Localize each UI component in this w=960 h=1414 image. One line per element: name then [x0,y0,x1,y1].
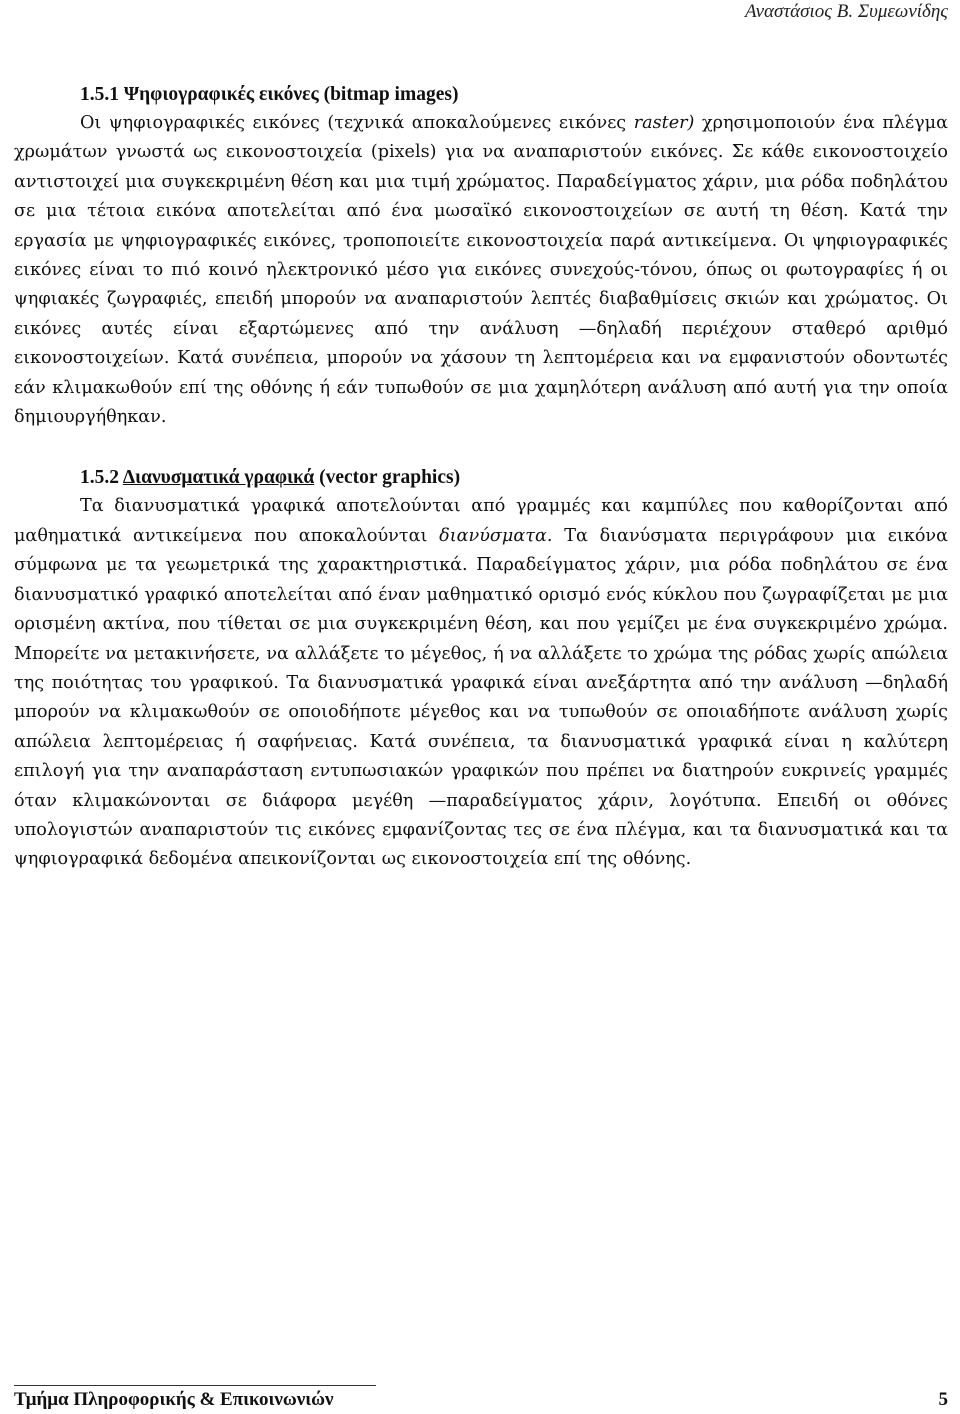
paragraph-vector [14,492,948,874]
section-heading-vector-tail: (vector graphics) [314,467,461,489]
paragraph-bitmap-text-b: χρησιμοποιούν ένα πλέγμα χρωμάτων γνωστά ως εικονοστοιχεία (pixels) για να αναπαριστούν εικόνες. Σε κάθε εικονοστοιχείο αντιστοιχεί μια συγκεκριμένη θέση και μια τιμή χρώματος. Παραδείγματος χάριν, μια ρόδα ποδηλάτου σε μια τέτοια εικόνα αποτελείται από ένα μωσαϊκό εικονοστοιχείων σε αυτή τη θέση. Κατά την εργασία με ψηφιογραφικές εικόνες, τροποποιείτε εικονοστοιχεία παρά αντικείμενα. Οι ψηφιογραφικές εικόνες είναι το πιό κοινό ηλεκτρονικό μέσο για εικόνες συνεχούς-τόνου, όπως οι φωτογραφίες ή οι ψηφιακές ζωγραφιές, επειδή μπορούν να αναπαριστούν λεπτές διαβαθμίσεις σκιών και χρώματος. Οι εικόνες αυτές είναι εξαρτώμενες από την ανάλυση —δηλαδή περιέχουν σταθερό αριθμό εικονοστοιχείων. Κατά συνέπεια, μπορούν να χάσουν τη λεπτομέρεια και να εμφανιστούν οδοντωτές εάν κλιμακωθούν επί της οθόνης ή εάν τυπωθούν σε μια χαμηλότερη ανάλυση από αυτή για την οποία δημιουργήθηκαν. [14,113,948,428]
page-number: 5 [938,1389,948,1410]
raster-term: raster) [633,113,695,133]
section-heading-vector [80,463,948,492]
vectors-term: διανύσματα. [439,525,553,546]
paragraph-bitmap-text-a: Οι ψηφιογραφικές εικόνες (τεχνικά αποκαλούμενες εικόνες [80,113,634,133]
document-body [14,80,948,875]
running-header-author: Αναστάσιος Β. Συμεωνίδης [745,1,948,22]
section-heading-bitmap: 1.5.1 Ψηφιογραφικές εικόνες (bitmap images) [80,84,459,105]
section-heading-vector-title: Διανυσματικά γραφικά [122,467,315,489]
paragraph-vector-text-a: Τα διανυσματικά γραφικά αποτελούνται από γραμμές και καμπύλες που καθορίζονται από μαθηματικά αντικείμενα που αποκαλούνται [14,496,948,546]
section-heading-vector-number: 1.5.2 [80,467,123,489]
footer-department: Τμήμα Πληροφορικής & Επικοινωνιών [14,1389,334,1410]
footer-divider [14,1385,376,1386]
paragraph-vector-text-b: Τα διανύσματα περιγράφουν μια εικόνα σύμφωνα με τα γεωμετρικά της χαρακτηριστικά. Παραδείγματος χάριν, μια ρόδα ποδηλάτου σε ένα διανυσματικό γραφικό αποτελείται από έναν μαθηματικό ορισμό ενός κύκλου που ζωγραφίζεται με μια ορισμένη ακτίνα, που τίθεται σε μια συγκεκριμένη θέση, και που γεμίζει με ένα συγκεκριμένο χρώμα. Μπορείτε να μετακινήσετε, να αλλάξετε το μέγεθος, ή να αλλάξετε το χρώμα της ρόδας χωρίς απώλεια της ποιότητας του γραφικού. Τα διανυσματικά γραφικά είναι ανεξάρτητα από την ανάλυση —δηλαδή μπορούν να κλιμακωθούν σε οποιοδήποτε μέγεθος και να τυπωθούν σε οποιαδήποτε ανάλυση χωρίς απώλεια λεπτομέρειας ή σαφήνειας. Κατά συνέπεια, τα διανυσματικά γραφικά είναι η καλύτερη επιλογή για την αναπαράσταση εντυπωσιακών γραφικών που πρέπει να διατηρούν ευκρινείς γραμμές όταν κλιμακώνονται σε διάφορα μεγέθη —παραδείγματος χάριν, λογότυπα. Επειδή οι οθόνες υπολογιστών αναπαριστούν τις εικόνες εμφανίζοντας τες σε ένα πλέγμα, και τα διανυσματικά και τα ψηφιογραφικά δεδομένα απεικονίζονται ως εικονοστοιχεία επί της οθόνης. [14,525,948,870]
paragraph-bitmap [14,109,948,432]
